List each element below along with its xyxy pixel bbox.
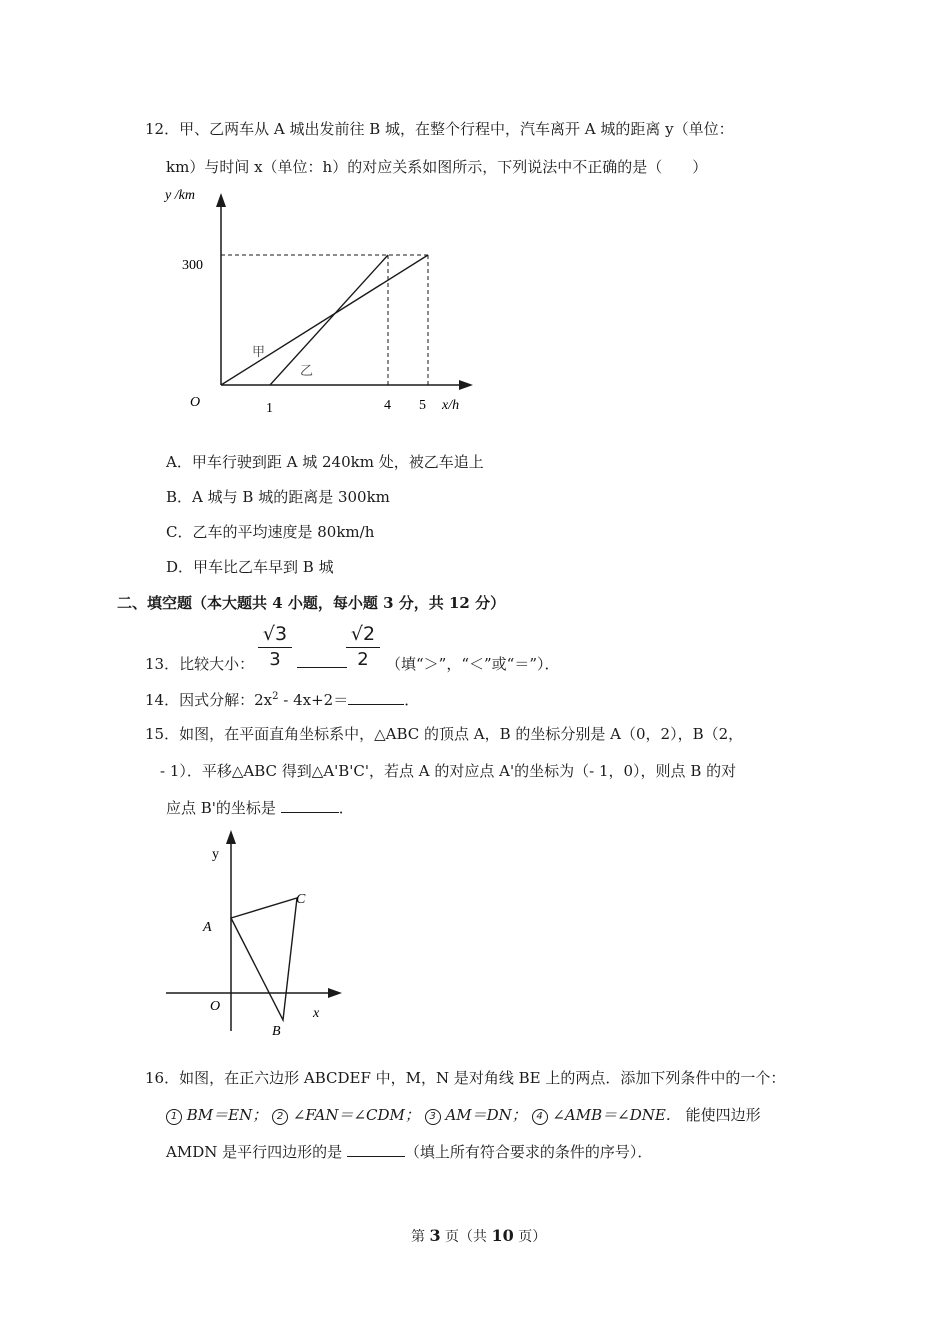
q12-stem-line2: km）与时间 x（单位：h）的对应关系如图所示，下列说法中不正确的是（ ） (166, 158, 708, 176)
option-letter: D． (166, 558, 194, 576)
y-axis-label: y /km (165, 188, 195, 203)
q13-fraction-2 (346, 623, 380, 670)
q16-line3 (166, 1141, 652, 1162)
q15-line1 (145, 723, 743, 744)
footer-total-pages: 10 (491, 1226, 514, 1245)
q13-number-prefix (145, 653, 254, 674)
x-tick-1: 1 (266, 401, 273, 416)
circled-number-2: 2 (272, 1109, 288, 1125)
q16-number: 16． (145, 1069, 180, 1087)
frac1-numerator: √3 (262, 623, 288, 645)
option-letter: B． (166, 488, 193, 506)
x-axis-label: x (313, 1006, 320, 1021)
q15-stem-line2: - 1）．平移△ABC 得到△A'B'C'，若点 A 的对应点 A'的坐标为（- 1，0），则点 B 的对 (160, 762, 737, 780)
condition-2: ∠FAN＝∠CDM； (292, 1106, 420, 1124)
q14-number: 14． (145, 691, 180, 709)
circled-number-4: 4 (532, 1109, 548, 1125)
q12-line1 (145, 118, 734, 139)
q15-stem-line3: 应点 B'的坐标是 (166, 799, 281, 817)
frac1-bar (258, 647, 292, 648)
q13-suffix: （填“＞”，“＜”或“＝”）． (386, 655, 560, 673)
q14-superscript: 2 (272, 691, 279, 702)
frac2-numerator: √2 (350, 623, 376, 645)
q14-line (145, 689, 419, 710)
q12-option-c (166, 521, 374, 542)
q15-stem-line1: 如图，在平面直角坐标系中，△ABC 的顶点 A，B 的坐标分别是 A（0，2），B（2， (179, 725, 744, 743)
q12-number: 12． (145, 120, 180, 138)
x-tick-4: 4 (384, 398, 391, 413)
circled-number-3: 3 (425, 1109, 441, 1125)
q13-prefix: 比较大小： (179, 655, 255, 673)
q12-option-a (166, 451, 484, 472)
q16-line2-end: 能使四边形 (685, 1106, 761, 1124)
x-axis-label: x/h (442, 398, 460, 413)
footer-mid: 页（共 (440, 1229, 492, 1245)
q16-stem-line3: AMDN 是平行四边形的是 (166, 1143, 347, 1161)
footer-pre: 第 (411, 1229, 430, 1245)
circled-number-1: 1 (166, 1109, 182, 1125)
triangle-abc (231, 898, 297, 1020)
footer-post: 页） (513, 1229, 547, 1245)
q15-number: 15． (145, 725, 180, 743)
q14-rest: - 4x+2＝ (278, 691, 349, 709)
frac2-denominator: 2 (357, 649, 369, 670)
point-c-label: C (296, 892, 306, 907)
series-label-jia: 甲 (252, 344, 266, 359)
q14-prefix: 因式分解：2x (179, 691, 273, 709)
frac2-bar (346, 647, 380, 648)
y-axis-arrow (216, 193, 226, 207)
q16-answer-blank[interactable] (347, 1142, 405, 1157)
option-text: A 城与 B 城的距离是 300km (192, 488, 390, 506)
y-axis-label: y (212, 847, 219, 862)
y-axis-arrow (226, 830, 236, 844)
frac1-denominator: 3 (269, 649, 281, 670)
option-text: 甲车行驶到距 A 城 240km 处，被乙车追上 (191, 453, 484, 471)
q12-option-d (166, 556, 334, 577)
q14-answer-blank[interactable] (348, 690, 404, 705)
section2-title: 二、填空题（本大题共 4 小题，每小题 3 分，共 12 分） (117, 594, 506, 612)
q15-answer-blank[interactable] (281, 798, 339, 813)
x-axis-arrow (328, 988, 342, 998)
origin-label: O (190, 395, 201, 410)
origin-label: O (210, 999, 221, 1014)
q16-stem-line1: 如图，在正六边形 ABCDEF 中，M，N 是对角线 BE 上的两点．添加下列条件中的一个： (179, 1069, 786, 1087)
q13-number: 13． (145, 655, 180, 673)
series-line-yi (270, 255, 388, 385)
series-line-jia (221, 255, 428, 385)
option-text: 乙车的平均速度是 80km/h (192, 523, 375, 541)
q16-conditions-line (166, 1104, 761, 1125)
option-letter: C． (166, 523, 193, 541)
q14-end: ． (404, 691, 420, 709)
condition-4: ∠AMB＝∠DNE． (552, 1106, 681, 1124)
q12-option-b (166, 486, 390, 507)
q13-answer-blank[interactable] (297, 653, 347, 668)
option-letter: A． (166, 453, 192, 471)
condition-3: AM＝DN； (445, 1106, 527, 1124)
x-tick-5: 5 (419, 398, 426, 413)
series-label-yi: 乙 (300, 363, 314, 378)
q12-graph (160, 182, 490, 422)
y-tick-300: 300 (182, 258, 203, 273)
q15-end: ． (338, 799, 354, 817)
point-b-label: B (272, 1024, 281, 1039)
option-text: 甲车比乙车早到 B 城 (193, 558, 334, 576)
x-axis-arrow (459, 380, 473, 390)
page-footer (411, 1226, 546, 1246)
point-a-label: A (203, 920, 212, 935)
q15-line3 (166, 797, 354, 818)
condition-1: BM＝EN； (186, 1106, 268, 1124)
q12-stem-line1: 甲、乙两车从 A 城出发前往 B 城，在整个行程中，汽车离开 A 城的距离 y（单位： (179, 120, 734, 138)
q16-line3-end: （填上所有符合要求的条件的序号）． (404, 1143, 653, 1161)
q13-fraction-1 (258, 623, 292, 670)
q16-line1 (145, 1067, 785, 1088)
q15-figure (160, 826, 360, 1041)
footer-page-number: 3 (429, 1226, 441, 1245)
